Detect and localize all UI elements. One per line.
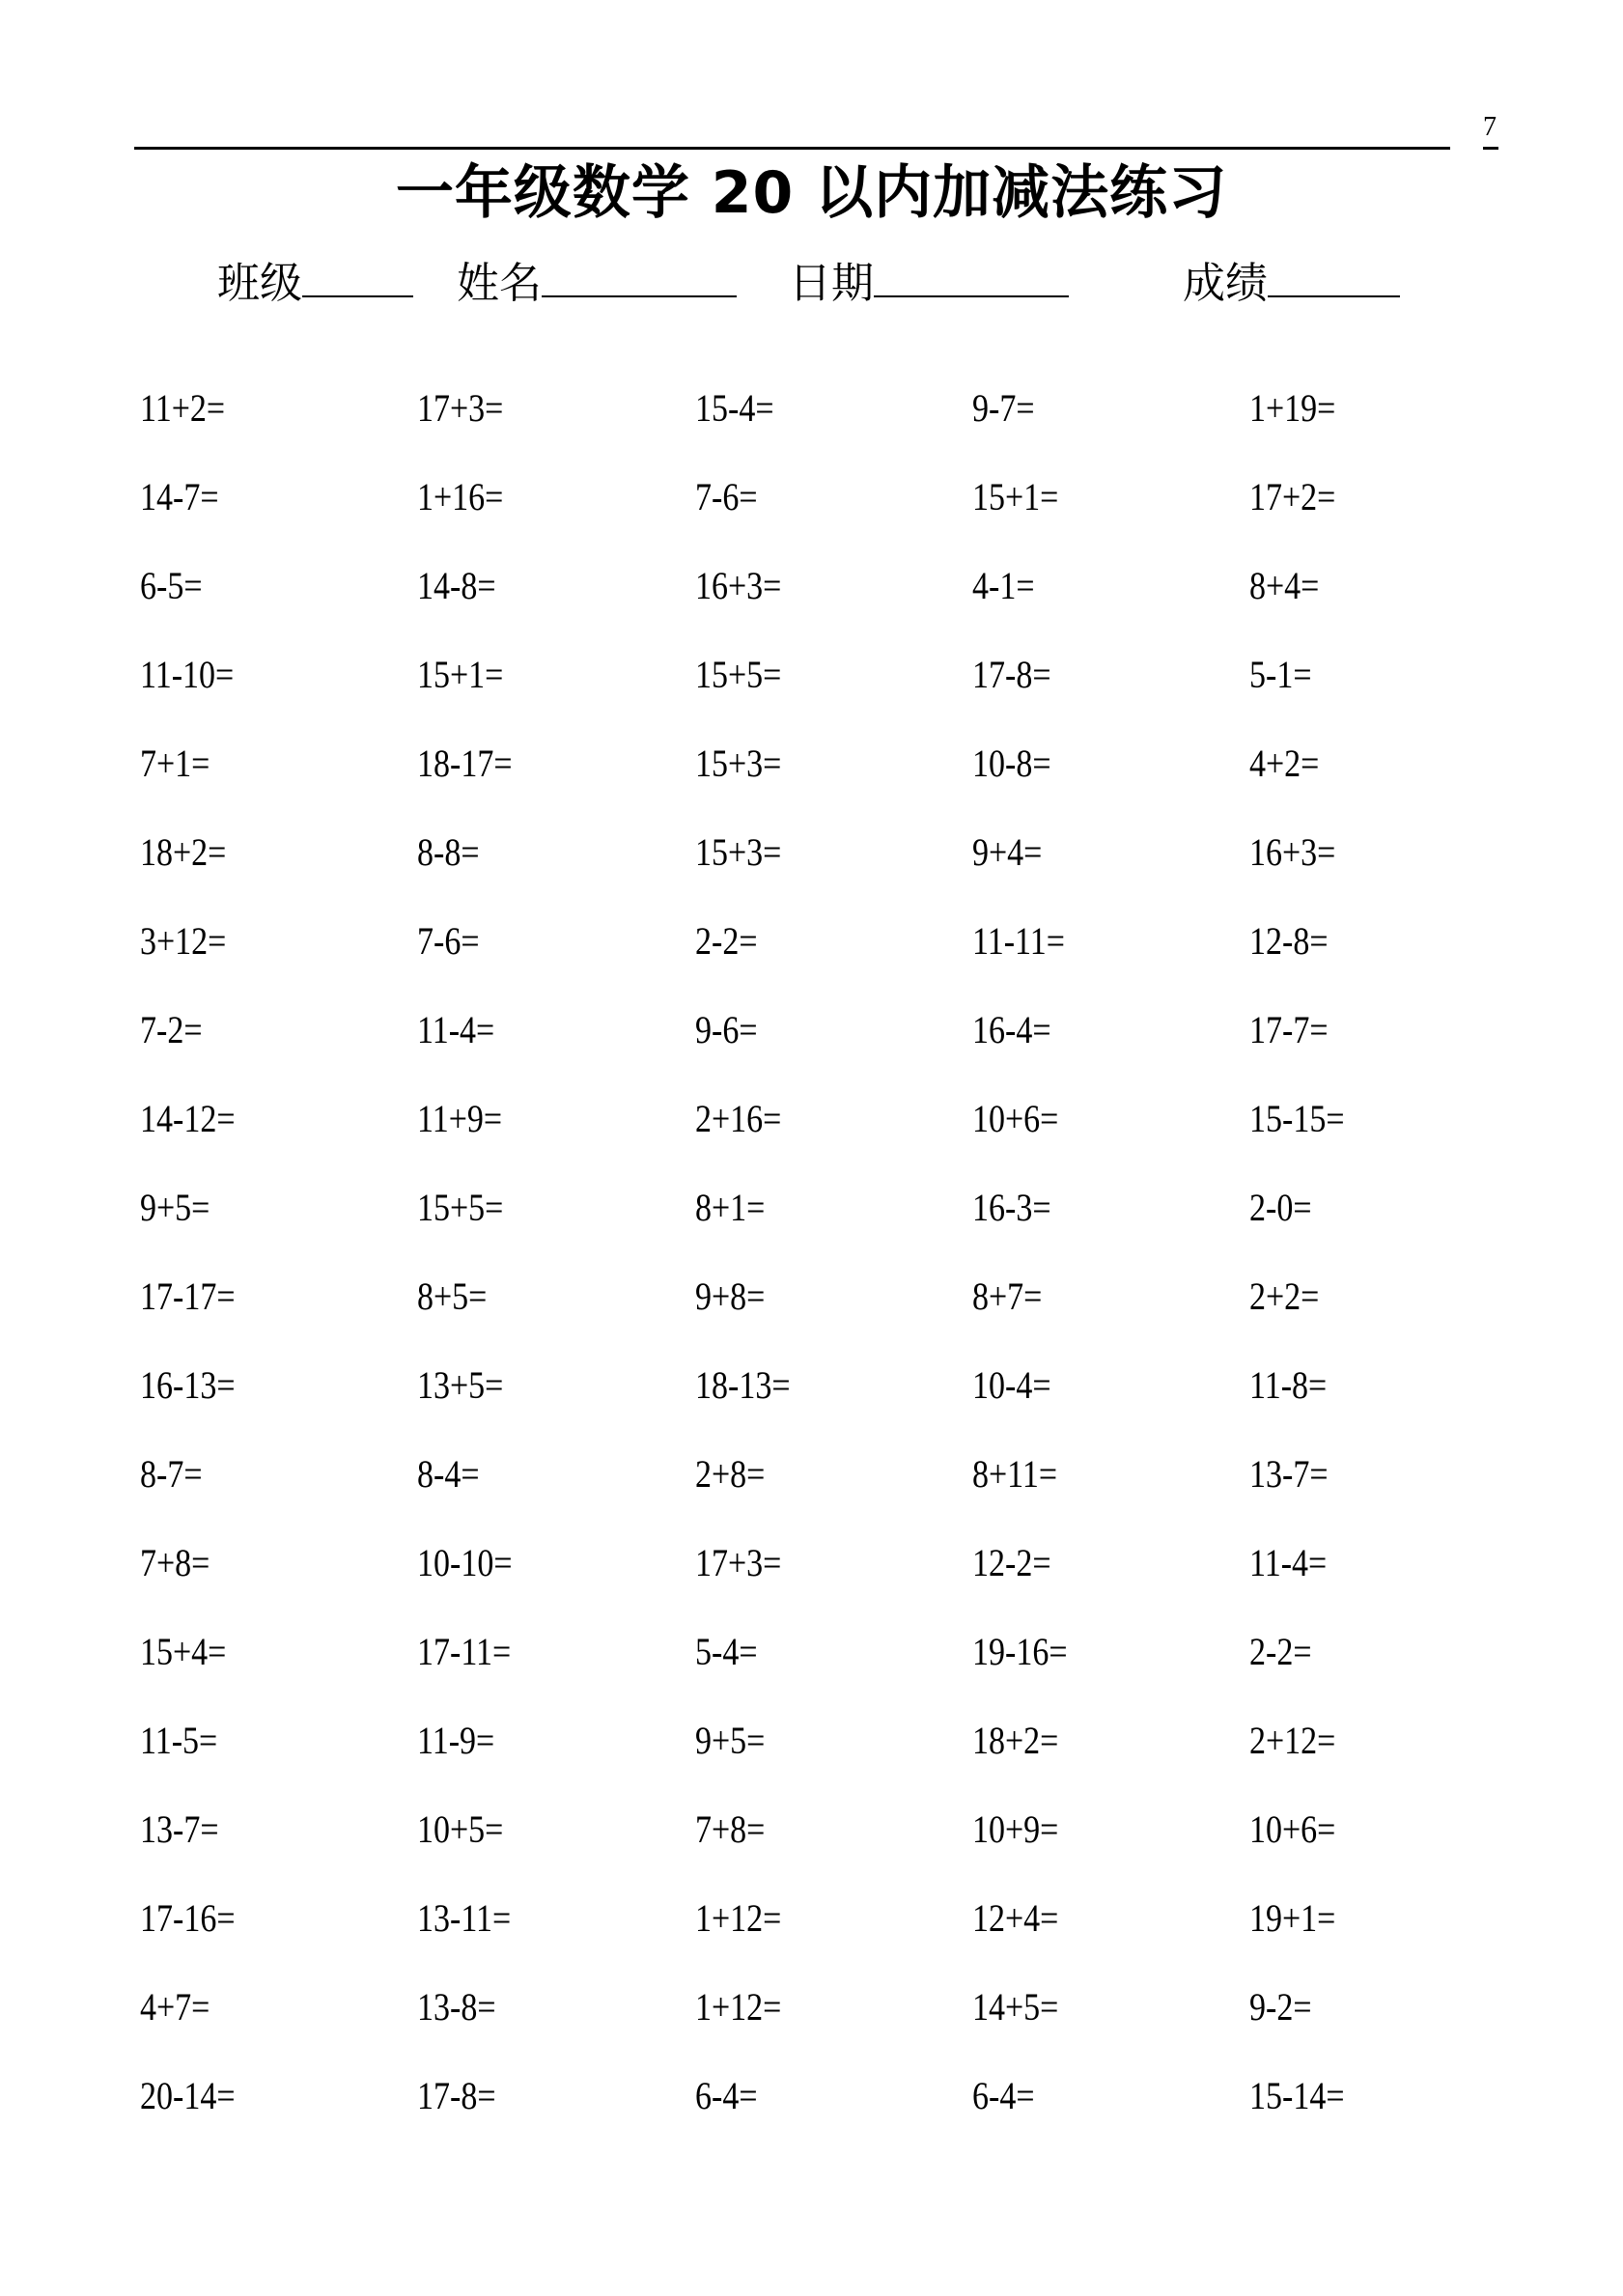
math-problem: 9+5= [695,1719,766,1762]
math-problem: 10-4= [972,1363,1051,1407]
math-problem: 12+4= [972,1896,1059,1940]
math-problem: 10-10= [417,1541,513,1584]
math-problem: 2-2= [695,919,758,963]
date-label: 日期 [789,259,874,308]
math-problem: 20-14= [140,2074,236,2117]
math-problem: 7+8= [695,1807,766,1851]
math-problem: 14-7= [140,475,219,518]
header-rule [134,147,1450,150]
math-problem: 15+1= [972,475,1059,518]
math-problem: 15-15= [1249,1097,1345,1140]
math-problem: 2+12= [1249,1719,1336,1762]
math-problem: 13-8= [417,1985,496,2029]
math-problem: 5-4= [695,1630,758,1673]
math-problem: 6-5= [140,564,203,607]
class-field [217,253,413,311]
math-problem: 11+9= [417,1097,503,1140]
math-problem: 2+8= [695,1452,766,1496]
math-problem: 15+5= [417,1186,504,1229]
math-problem: 13-7= [1249,1452,1329,1496]
math-problem: 9-2= [1249,1985,1312,2029]
math-problem: 15+3= [695,830,782,874]
math-problem: 11-9= [417,1719,495,1762]
math-problem: 16+3= [695,564,782,607]
math-problem: 10+6= [1249,1807,1336,1851]
math-problem: 19-16= [972,1630,1068,1673]
name-blank[interactable] [542,253,737,297]
math-problem: 8+7= [972,1274,1043,1318]
math-problem: 13-7= [140,1807,219,1851]
math-problem: 14-8= [417,564,496,607]
math-problem: 9-7= [972,386,1035,430]
math-problem: 7-6= [695,475,758,518]
math-problem: 7+8= [140,1541,210,1584]
math-problem: 6-4= [695,2074,758,2117]
math-problem: 10-8= [972,742,1051,785]
math-problem: 10+6= [972,1097,1059,1140]
math-problem: 15-4= [695,386,774,430]
math-problem: 4-1= [972,564,1035,607]
math-problem: 18-13= [695,1363,791,1407]
math-problem: 4+2= [1249,742,1320,785]
math-problem: 17+3= [695,1541,782,1584]
math-problem: 7+1= [140,742,210,785]
math-problem: 11-11= [972,919,1065,963]
math-problem: 14-12= [140,1097,236,1140]
name-field [457,253,737,311]
math-problem: 17-8= [972,653,1051,696]
date-field [789,253,1069,311]
date-blank[interactable] [874,253,1069,297]
math-problem: 11-8= [1249,1363,1328,1407]
math-problem: 4+7= [140,1985,210,2029]
math-problem: 5-1= [1249,653,1312,696]
math-problem: 16-4= [972,1008,1051,1051]
math-problem: 9+4= [972,830,1043,874]
math-problem: 17+3= [417,386,504,430]
math-problem: 1+19= [1249,386,1336,430]
math-problem: 15+4= [140,1630,227,1673]
math-problem: 3+12= [140,919,227,963]
class-label: 班级 [217,259,302,308]
math-problem: 17-7= [1249,1008,1329,1051]
math-problem: 18+2= [140,830,227,874]
math-problem: 10+5= [417,1807,504,1851]
math-problem: 18-17= [417,742,513,785]
math-problem: 17-17= [140,1274,236,1318]
math-problem: 15+5= [695,653,782,696]
page-number-underline [1483,147,1498,150]
math-problem: 17-16= [140,1896,236,1940]
math-problem: 18+2= [972,1719,1059,1762]
worksheet-title: 一年级数学 20 以内加减法练习 [395,159,1228,227]
math-problem: 1+16= [417,475,504,518]
math-problem: 16-13= [140,1363,236,1407]
math-problem: 8-4= [417,1452,480,1496]
math-problem: 8-8= [417,830,480,874]
math-problem: 17-8= [417,2074,496,2117]
math-problem: 12-2= [972,1541,1051,1584]
math-problem: 9+8= [695,1274,766,1318]
math-problem: 8+1= [695,1186,766,1229]
math-problem: 8+11= [972,1452,1058,1496]
math-problem: 8+5= [417,1274,488,1318]
math-problem: 6-4= [972,2074,1035,2117]
math-problem: 12-8= [1249,919,1329,963]
name-label: 姓名 [457,259,542,308]
math-problem: 14+5= [972,1985,1059,2029]
math-problem: 11-4= [417,1008,495,1051]
math-problem: 15-14= [1249,2074,1345,2117]
math-problem: 11-4= [1249,1541,1328,1584]
math-problem: 10+9= [972,1807,1059,1851]
math-problem: 17+2= [1249,475,1336,518]
math-problem: 19+1= [1249,1896,1336,1940]
math-problem: 11-5= [140,1719,218,1762]
math-problem: 11+2= [140,386,226,430]
math-problem: 8-7= [140,1452,203,1496]
math-problem: 2-2= [1249,1630,1312,1673]
math-problem: 2+16= [695,1097,782,1140]
math-problem: 9-6= [695,1008,758,1051]
math-problem: 16-3= [972,1186,1051,1229]
math-problem: 16+3= [1249,830,1336,874]
math-problem: 8+4= [1249,564,1320,607]
math-problem: 2-0= [1249,1186,1312,1229]
math-problem: 7-6= [417,919,480,963]
math-problem: 9+5= [140,1186,210,1229]
page-number: 7 [1483,112,1497,142]
score-field [1183,253,1400,311]
math-problem: 17-11= [417,1630,512,1673]
math-problem: 7-2= [140,1008,203,1051]
math-problem: 13-11= [417,1896,512,1940]
math-problem: 11-10= [140,653,235,696]
math-problem: 15+3= [695,742,782,785]
math-problem: 15+1= [417,653,504,696]
math-problem: 1+12= [695,1896,782,1940]
class-blank[interactable] [302,253,413,297]
score-label: 成绩 [1183,259,1268,308]
math-problem: 1+12= [695,1985,782,2029]
math-problem: 2+2= [1249,1274,1320,1318]
score-blank[interactable] [1268,253,1400,297]
math-problem: 13+5= [417,1363,504,1407]
